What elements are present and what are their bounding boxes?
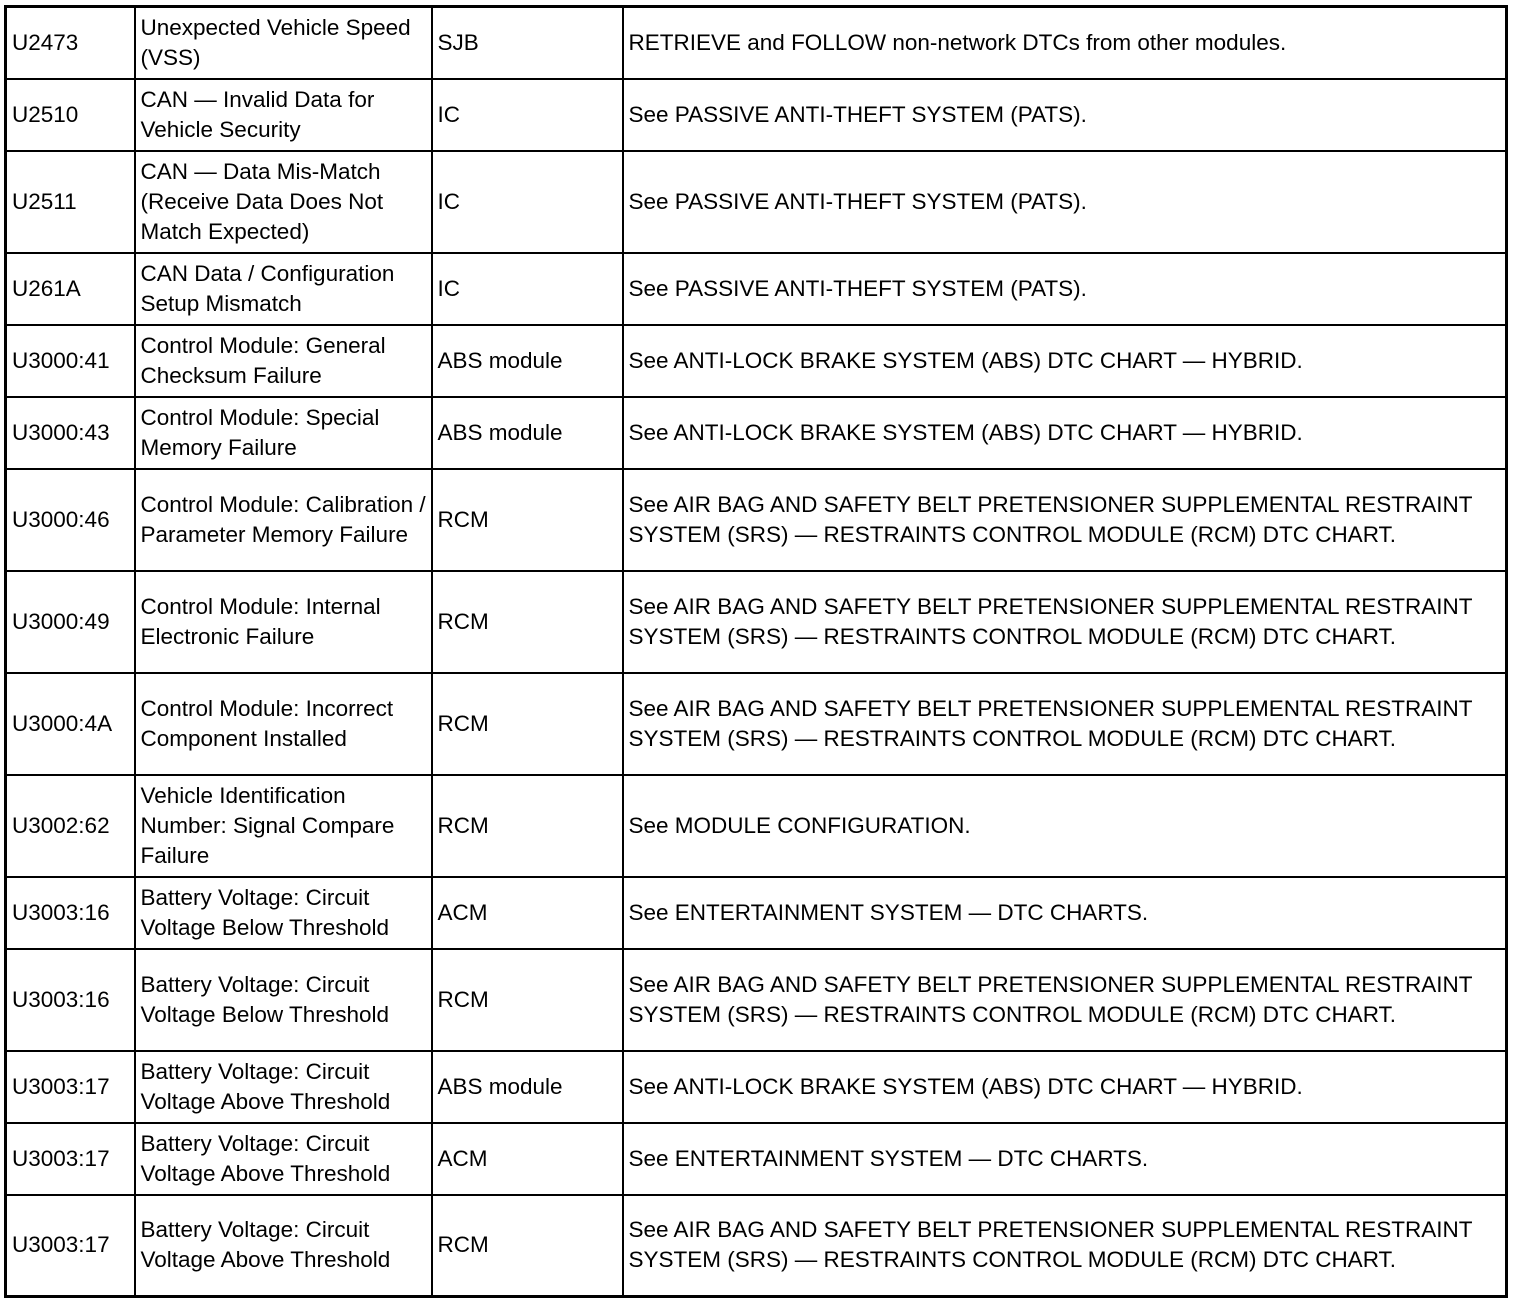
- dtc-action-cell: See ANTI-LOCK BRAKE SYSTEM (ABS) DTC CHART — HYBRID.: [623, 1051, 1507, 1123]
- table-row: [6, 79, 1507, 151]
- dtc-action-cell: See ANTI-LOCK BRAKE SYSTEM (ABS) DTC CHART — HYBRID.: [623, 325, 1507, 397]
- dtc-code-cell: U3003:17: [6, 1051, 135, 1123]
- dtc-action-cell: See MODULE CONFIGURATION.: [623, 775, 1507, 877]
- dtc-action-cell: See AIR BAG AND SAFETY BELT PRETENSIONER SUPPLEMENTAL RESTRAINT SYSTEM (SRS) — RESTRAINTS CONTROL MODULE (RCM) DTC CHART.: [623, 949, 1507, 1051]
- dtc-code-cell: U3000:4A: [6, 673, 135, 775]
- dtc-description-cell: CAN — Invalid Data for Vehicle Security: [135, 79, 432, 151]
- dtc-module-cell: IC: [432, 253, 623, 325]
- table-row: [6, 469, 1507, 571]
- dtc-description-cell: Battery Voltage: Circuit Voltage Above Threshold: [135, 1123, 432, 1195]
- dtc-module-cell: ABS module: [432, 1051, 623, 1123]
- table-row: [6, 151, 1507, 253]
- dtc-code-cell: U2473: [6, 7, 135, 79]
- dtc-module-cell: RCM: [432, 469, 623, 571]
- dtc-code-cell: U3000:46: [6, 469, 135, 571]
- dtc-module-cell: RCM: [432, 949, 623, 1051]
- dtc-action-cell: See PASSIVE ANTI-THEFT SYSTEM (PATS).: [623, 151, 1507, 253]
- table-row: [6, 325, 1507, 397]
- table-row: [6, 397, 1507, 469]
- dtc-description-cell: Control Module: Calibration / Parameter Memory Failure: [135, 469, 432, 571]
- dtc-action-cell: See AIR BAG AND SAFETY BELT PRETENSIONER SUPPLEMENTAL RESTRAINT SYSTEM (SRS) — RESTRAINTS CONTROL MODULE (RCM) DTC CHART.: [623, 673, 1507, 775]
- dtc-action-cell: See PASSIVE ANTI-THEFT SYSTEM (PATS).: [623, 253, 1507, 325]
- dtc-module-cell: ACM: [432, 877, 623, 949]
- table-row: [6, 877, 1507, 949]
- dtc-description-cell: Unexpected Vehicle Speed (VSS): [135, 7, 432, 79]
- dtc-description-cell: Battery Voltage: Circuit Voltage Below Threshold: [135, 949, 432, 1051]
- dtc-module-cell: IC: [432, 151, 623, 253]
- dtc-action-cell: See PASSIVE ANTI-THEFT SYSTEM (PATS).: [623, 79, 1507, 151]
- dtc-action-cell: See ANTI-LOCK BRAKE SYSTEM (ABS) DTC CHART — HYBRID.: [623, 397, 1507, 469]
- dtc-module-cell: RCM: [432, 571, 623, 673]
- dtc-action-cell: RETRIEVE and FOLLOW non-network DTCs from other modules.: [623, 7, 1507, 79]
- dtc-action-cell: See AIR BAG AND SAFETY BELT PRETENSIONER SUPPLEMENTAL RESTRAINT SYSTEM (SRS) — RESTRAINTS CONTROL MODULE (RCM) DTC CHART.: [623, 571, 1507, 673]
- dtc-description-cell: Control Module: General Checksum Failure: [135, 325, 432, 397]
- dtc-description-cell: Control Module: Special Memory Failure: [135, 397, 432, 469]
- table-row: [6, 775, 1507, 877]
- table-row: [6, 673, 1507, 775]
- dtc-module-cell: SJB: [432, 7, 623, 79]
- dtc-code-cell: U2511: [6, 151, 135, 253]
- dtc-action-cell: See ENTERTAINMENT SYSTEM — DTC CHARTS.: [623, 1123, 1507, 1195]
- dtc-code-cell: U3000:43: [6, 397, 135, 469]
- dtc-action-cell: See ENTERTAINMENT SYSTEM — DTC CHARTS.: [623, 877, 1507, 949]
- dtc-module-cell: IC: [432, 79, 623, 151]
- table-row: [6, 571, 1507, 673]
- table-row: [6, 253, 1507, 325]
- table-row: [6, 7, 1507, 79]
- dtc-code-cell: U3002:62: [6, 775, 135, 877]
- dtc-table-body: [6, 7, 1507, 1297]
- dtc-description-cell: Control Module: Internal Electronic Failure: [135, 571, 432, 673]
- table-row: [6, 949, 1507, 1051]
- dtc-module-cell: RCM: [432, 673, 623, 775]
- dtc-code-cell: U3003:17: [6, 1195, 135, 1297]
- dtc-description-cell: Battery Voltage: Circuit Voltage Below Threshold: [135, 877, 432, 949]
- dtc-module-cell: RCM: [432, 1195, 623, 1297]
- dtc-code-cell: U3000:49: [6, 571, 135, 673]
- dtc-description-cell: Battery Voltage: Circuit Voltage Above Threshold: [135, 1195, 432, 1297]
- dtc-description-cell: CAN Data / Configuration Setup Mismatch: [135, 253, 432, 325]
- dtc-action-cell: See AIR BAG AND SAFETY BELT PRETENSIONER SUPPLEMENTAL RESTRAINT SYSTEM (SRS) — RESTRAINTS CONTROL MODULE (RCM) DTC CHART.: [623, 469, 1507, 571]
- dtc-code-cell: U3003:16: [6, 877, 135, 949]
- dtc-description-cell: Control Module: Incorrect Component Installed: [135, 673, 432, 775]
- dtc-code-cell: U261A: [6, 253, 135, 325]
- dtc-description-cell: Battery Voltage: Circuit Voltage Above Threshold: [135, 1051, 432, 1123]
- dtc-code-cell: U3000:41: [6, 325, 135, 397]
- dtc-table: [4, 5, 1508, 1298]
- dtc-action-cell: See AIR BAG AND SAFETY BELT PRETENSIONER SUPPLEMENTAL RESTRAINT SYSTEM (SRS) — RESTRAINTS CONTROL MODULE (RCM) DTC CHART.: [623, 1195, 1507, 1297]
- dtc-code-cell: U2510: [6, 79, 135, 151]
- dtc-module-cell: ACM: [432, 1123, 623, 1195]
- table-row: [6, 1195, 1507, 1297]
- dtc-code-cell: U3003:17: [6, 1123, 135, 1195]
- table-row: [6, 1051, 1507, 1123]
- table-row: [6, 1123, 1507, 1195]
- dtc-description-cell: CAN — Data Mis-Match (Receive Data Does Not Match Expected): [135, 151, 432, 253]
- dtc-description-cell: Vehicle Identification Number: Signal Compare Failure: [135, 775, 432, 877]
- dtc-module-cell: ABS module: [432, 397, 623, 469]
- dtc-module-cell: RCM: [432, 775, 623, 877]
- dtc-module-cell: ABS module: [432, 325, 623, 397]
- dtc-code-cell: U3003:16: [6, 949, 135, 1051]
